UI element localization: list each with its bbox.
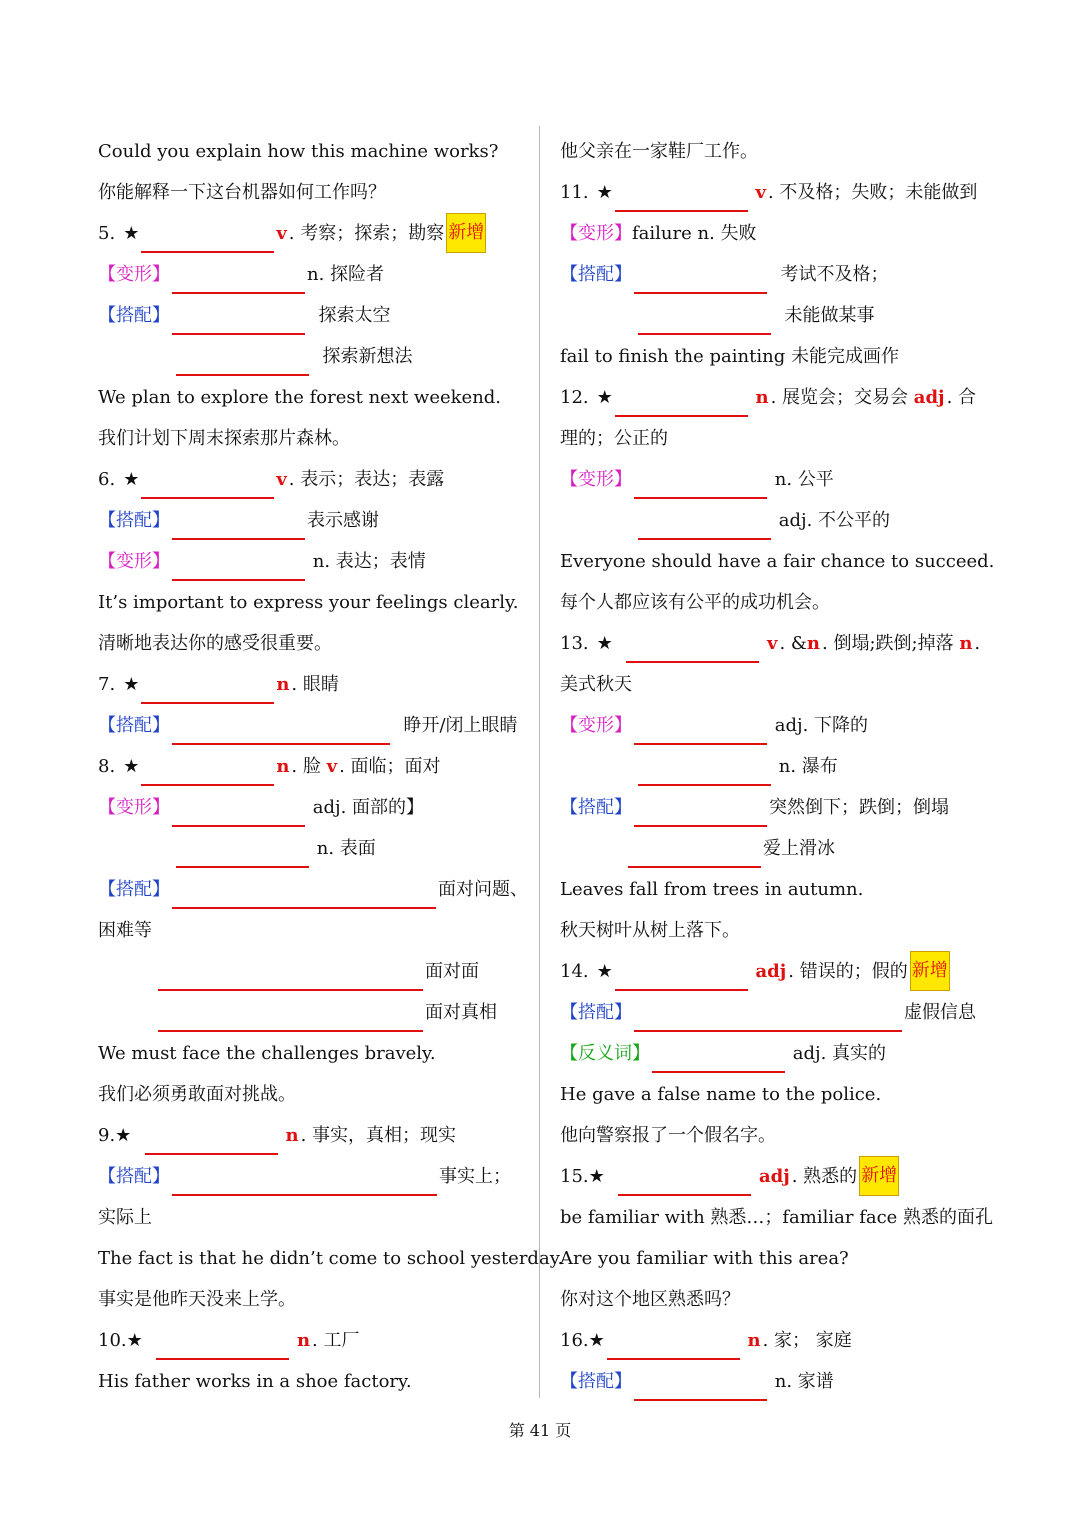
collocation-tag: 【搭配】 bbox=[98, 1166, 170, 1187]
item-11-collocation-2 bbox=[560, 294, 1000, 335]
example-en bbox=[560, 1237, 1000, 1278]
part-of-speech: v bbox=[276, 223, 287, 244]
answer-blank[interactable] bbox=[141, 471, 274, 499]
answer-blank[interactable] bbox=[628, 840, 761, 868]
item-7 bbox=[98, 663, 528, 704]
definition: . 面临；面对 bbox=[339, 756, 441, 777]
item-number: 11. bbox=[560, 182, 589, 203]
item-8-collocation-1 bbox=[98, 868, 528, 909]
collocation-tag: 【搭配】 bbox=[98, 715, 170, 736]
collocation-text: 面对面 bbox=[425, 961, 479, 982]
text: Are you familiar with this area? bbox=[560, 1248, 849, 1269]
item-number: 12. bbox=[560, 387, 589, 408]
star-icon: ★ bbox=[596, 961, 613, 982]
answer-blank[interactable] bbox=[172, 1168, 437, 1196]
text: It’s important to express your feelings clearly. bbox=[98, 592, 519, 613]
text: 你对这个地区熟悉吗？ bbox=[560, 1289, 740, 1310]
part-of-speech: n bbox=[747, 1330, 761, 1351]
part-of-speech: v bbox=[755, 182, 766, 203]
definition: . 家； 家庭 bbox=[762, 1330, 852, 1351]
collocation-tag: 【搭配】 bbox=[560, 1002, 632, 1023]
example-en bbox=[560, 540, 1000, 581]
item-8-collocation-1-cont bbox=[98, 909, 528, 950]
item-10 bbox=[98, 1319, 528, 1360]
new-badge: 新增 bbox=[910, 951, 950, 991]
item-7-collocation bbox=[98, 704, 528, 745]
definition: . 表示；表达；表露 bbox=[288, 469, 445, 490]
item-number: 15.★ bbox=[560, 1166, 605, 1187]
answer-blank[interactable] bbox=[172, 266, 305, 294]
left-column bbox=[98, 130, 564, 1401]
star-icon: ★ bbox=[596, 182, 613, 203]
collocation-text: 考试不及格； bbox=[780, 264, 889, 285]
answer-blank[interactable] bbox=[172, 512, 305, 540]
collocation-tag: 【搭配】 bbox=[98, 510, 170, 531]
item-13: 13. ★ v . & n . 倒塌;跌倒;掉落 n . bbox=[560, 622, 1000, 663]
item-14-antonym bbox=[560, 1032, 1000, 1073]
item-15 bbox=[560, 1155, 1000, 1196]
text: 你能解释一下这台机器如何工作吗？ bbox=[98, 182, 386, 203]
example-en bbox=[98, 1032, 528, 1073]
text: 我们必须勇敢面对挑战。 bbox=[98, 1084, 296, 1105]
text: 实际上 bbox=[98, 1207, 152, 1228]
answer-blank[interactable] bbox=[634, 266, 767, 294]
item-number: 7. bbox=[98, 674, 116, 695]
part-of-speech: n bbox=[276, 756, 290, 777]
collocation-text: 爱上滑冰 bbox=[763, 838, 835, 859]
collocation-text: 未能做某事 bbox=[784, 305, 875, 326]
collocation-tag: 【搭配】 bbox=[98, 879, 170, 900]
item-16 bbox=[560, 1319, 1000, 1360]
antonym-text: adj. 真实的 bbox=[792, 1043, 887, 1064]
answer-blank[interactable] bbox=[615, 963, 748, 991]
text: be familiar with 熟悉…；familiar face 熟悉的面孔 bbox=[560, 1207, 994, 1228]
example-zh bbox=[560, 1114, 1000, 1155]
answer-blank[interactable] bbox=[176, 840, 309, 868]
item-number: 16.★ bbox=[560, 1330, 605, 1351]
part-of-speech: n bbox=[755, 387, 769, 408]
star-icon: ★ bbox=[123, 674, 140, 695]
answer-blank[interactable] bbox=[618, 1168, 751, 1196]
example-zh bbox=[560, 581, 1000, 622]
collocation-text: 虚假信息 bbox=[904, 1002, 976, 1023]
collocation-text: 事实上； bbox=[439, 1166, 511, 1187]
item-number: 8. bbox=[98, 756, 116, 777]
part-of-speech: n bbox=[806, 633, 820, 654]
variant-text: adj. 下降的 bbox=[774, 715, 869, 736]
collocation-tag: 【搭配】 bbox=[98, 305, 170, 326]
example-en bbox=[98, 1237, 564, 1278]
collocation-text: 探索太空 bbox=[318, 305, 391, 326]
answer-blank[interactable] bbox=[158, 963, 423, 991]
answer-blank[interactable] bbox=[634, 717, 767, 745]
item-15-collocation bbox=[560, 1196, 1000, 1237]
example-en bbox=[560, 335, 1000, 376]
item-9-collocation-cont bbox=[98, 1196, 528, 1237]
text: 理的；公正的 bbox=[560, 428, 668, 449]
item-number: 10.★ bbox=[98, 1330, 143, 1351]
example-en bbox=[98, 376, 528, 417]
definition: . 展览会；交易会 bbox=[770, 387, 909, 408]
collocation-text: 睁开/闭上眼睛 bbox=[403, 715, 518, 736]
item-14-collocation bbox=[560, 991, 1000, 1032]
answer-blank[interactable] bbox=[638, 758, 771, 786]
item-6-variant bbox=[98, 540, 528, 581]
collocation-tag: 【搭配】 bbox=[560, 1371, 632, 1392]
part-of-speech: n bbox=[276, 674, 290, 695]
star-icon: ★ bbox=[123, 223, 140, 244]
definition: . 合 bbox=[946, 387, 977, 408]
answer-blank[interactable] bbox=[615, 389, 748, 417]
answer-blank[interactable] bbox=[172, 881, 436, 909]
item-number: 9.★ bbox=[98, 1125, 132, 1146]
example-zh bbox=[98, 417, 528, 458]
answer-blank[interactable] bbox=[615, 184, 748, 212]
column-divider bbox=[539, 126, 540, 1398]
right-column bbox=[560, 130, 1000, 1401]
variant-tag: 【变形】 bbox=[560, 715, 632, 736]
answer-blank[interactable] bbox=[141, 676, 274, 704]
variant-text: n. 表面 bbox=[316, 838, 376, 859]
item-6-collocation bbox=[98, 499, 528, 540]
answer-blank[interactable] bbox=[607, 1332, 740, 1360]
example-zh bbox=[560, 130, 1000, 171]
item-13-variant-2 bbox=[560, 745, 1000, 786]
answer-blank[interactable] bbox=[626, 635, 759, 663]
collocation-text: 面对真相 bbox=[425, 1002, 497, 1023]
item-12-cont bbox=[560, 417, 1000, 458]
part-of-speech: v bbox=[326, 756, 338, 777]
answer-blank[interactable] bbox=[638, 512, 771, 540]
collocation-text: 表示感谢 bbox=[307, 510, 379, 531]
item-5-collocation-1 bbox=[98, 294, 528, 335]
example-zh bbox=[98, 622, 528, 663]
definition: . 错误的；假的 bbox=[788, 961, 908, 982]
answer-blank[interactable] bbox=[634, 799, 767, 827]
item-13-variant-1 bbox=[560, 704, 1000, 745]
star-icon: ★ bbox=[123, 469, 140, 490]
text: 他父亲在一家鞋厂工作。 bbox=[560, 141, 758, 162]
item-5-variant bbox=[98, 253, 528, 294]
definition: . 工厂 bbox=[312, 1330, 360, 1351]
collocation-text: 探索新想法 bbox=[322, 346, 413, 367]
answer-blank[interactable] bbox=[172, 799, 305, 827]
item-5-collocation-2 bbox=[98, 335, 528, 376]
text: 每个人都应该有公平的成功机会。 bbox=[560, 592, 830, 613]
example-en bbox=[560, 1073, 1000, 1114]
variant-tag: 【变形】 bbox=[560, 223, 632, 244]
item-5 bbox=[98, 212, 528, 253]
text: We must face the challenges bravely. bbox=[98, 1043, 436, 1064]
text: 他向警察报了一个假名字。 bbox=[560, 1125, 776, 1146]
item-11 bbox=[560, 171, 1000, 212]
variant-text: n. 瀑布 bbox=[778, 756, 838, 777]
collocation-tag: 【搭配】 bbox=[560, 264, 632, 285]
text: 事实是他昨天没来上学。 bbox=[98, 1289, 296, 1310]
variant-text: n. 探险者 bbox=[307, 264, 385, 285]
example-zh bbox=[98, 1278, 528, 1319]
text: The fact is that he didn’t come to school yesterday. bbox=[98, 1248, 564, 1269]
answer-blank[interactable] bbox=[141, 758, 274, 786]
new-badge: 新增 bbox=[859, 1156, 899, 1196]
answer-blank[interactable] bbox=[156, 1332, 289, 1360]
variant-text: adj. 不公平的 bbox=[778, 510, 891, 531]
variant-tag: 【变形】 bbox=[98, 551, 170, 572]
text: We plan to explore the forest next weekend. bbox=[98, 387, 502, 408]
text: 困难等 bbox=[98, 920, 152, 941]
answer-blank[interactable] bbox=[145, 1127, 278, 1155]
text: Leaves fall from trees in autumn. bbox=[560, 879, 864, 900]
part-of-speech: n bbox=[296, 1330, 311, 1351]
variant-tag: 【变形】 bbox=[98, 264, 170, 285]
definition: . 眼睛 bbox=[291, 674, 339, 695]
item-6 bbox=[98, 458, 528, 499]
answer-blank[interactable] bbox=[176, 348, 309, 376]
answer-blank[interactable] bbox=[634, 1004, 902, 1032]
example-zh bbox=[560, 909, 1000, 950]
variant-text: failure n. 失败 bbox=[632, 223, 757, 244]
part-of-speech: n bbox=[285, 1125, 299, 1146]
text: fail to finish the painting 未能完成画作 bbox=[560, 346, 899, 367]
item-9-collocation bbox=[98, 1155, 528, 1196]
item-14 bbox=[560, 950, 1000, 991]
text: 清晰地表达你的感受很重要。 bbox=[98, 633, 332, 654]
item-8-variant-2 bbox=[98, 827, 528, 868]
text: Could you explain how this machine works? bbox=[98, 141, 499, 162]
item-8-collocation-2 bbox=[98, 950, 528, 991]
definition: . 倒塌;跌倒;掉落 bbox=[822, 633, 954, 654]
variant-text: n. 公平 bbox=[774, 469, 834, 490]
variant-tag: 【变形】 bbox=[560, 469, 632, 490]
antonym-tag: 【反义词】 bbox=[560, 1043, 650, 1064]
star-icon: ★ bbox=[596, 633, 613, 654]
item-11-collocation-1 bbox=[560, 253, 1000, 294]
example-zh bbox=[560, 1278, 1000, 1319]
collocation-text: 突然倒下；跌倒；倒塌 bbox=[769, 797, 949, 818]
item-12 bbox=[560, 376, 1000, 417]
answer-blank[interactable] bbox=[172, 553, 305, 581]
example-en bbox=[98, 1360, 528, 1401]
star-icon: ★ bbox=[596, 387, 613, 408]
part-of-speech: adj bbox=[758, 1166, 790, 1187]
text: Everyone should have a fair chance to succeed. bbox=[560, 551, 995, 572]
item-16-collocation bbox=[560, 1360, 1000, 1401]
item-number: 6. bbox=[98, 469, 116, 490]
definition: . 不及格；失败；未能做到 bbox=[767, 182, 978, 203]
variant-text: adj. 面部的】 bbox=[312, 797, 425, 818]
definition: . 脸 bbox=[291, 756, 321, 777]
answer-blank[interactable] bbox=[634, 1373, 767, 1401]
item-13-collocation-2 bbox=[560, 827, 1000, 868]
answer-blank[interactable] bbox=[172, 307, 305, 335]
part-of-speech: adj bbox=[913, 387, 945, 408]
star-icon: ★ bbox=[123, 756, 140, 777]
variant-tag: 【变形】 bbox=[98, 797, 170, 818]
definition: . 事实，真相；现实 bbox=[300, 1125, 457, 1146]
example-en bbox=[98, 581, 528, 622]
item-8-collocation-3 bbox=[98, 991, 528, 1032]
new-badge: 新增 bbox=[446, 213, 486, 253]
example-en bbox=[98, 130, 528, 171]
item-8-variant-1 bbox=[98, 786, 528, 827]
answer-blank[interactable] bbox=[634, 471, 767, 499]
collocation-text: n. 家谱 bbox=[774, 1371, 834, 1392]
part-of-speech: v bbox=[766, 633, 778, 654]
answer-blank[interactable] bbox=[638, 307, 771, 335]
definition: . 熟悉的 bbox=[791, 1166, 858, 1187]
item-13-collocation-1 bbox=[560, 786, 1000, 827]
item-8 bbox=[98, 745, 528, 786]
collocation-tag: 【搭配】 bbox=[560, 797, 632, 818]
answer-blank[interactable] bbox=[141, 225, 274, 253]
item-12-variant-2 bbox=[560, 499, 1000, 540]
item-9 bbox=[98, 1114, 528, 1155]
variant-text: n. 表达；表情 bbox=[312, 551, 426, 572]
text: . & bbox=[779, 633, 807, 654]
part-of-speech: adj bbox=[755, 961, 787, 982]
definition: . 考察；探索；勘察 bbox=[288, 223, 445, 244]
example-zh bbox=[98, 171, 528, 212]
item-11-variant bbox=[560, 212, 1000, 253]
collocation-text: 面对问题、 bbox=[438, 879, 528, 900]
example-zh bbox=[98, 1073, 528, 1114]
page-number: 第 41 页 bbox=[508, 1421, 572, 1440]
item-number: 5. bbox=[98, 223, 116, 244]
answer-blank[interactable] bbox=[652, 1045, 785, 1073]
text: 我们计划下周末探索那片森林。 bbox=[98, 428, 350, 449]
example-en bbox=[560, 868, 1000, 909]
text: 秋天树叶从树上落下。 bbox=[560, 920, 740, 941]
text: His father works in a shoe factory. bbox=[98, 1371, 412, 1392]
part-of-speech: v bbox=[276, 469, 287, 490]
part-of-speech: n bbox=[959, 633, 973, 654]
text: He gave a false name to the police. bbox=[560, 1084, 882, 1105]
item-13-cont bbox=[560, 663, 1000, 704]
item-number: 14. bbox=[560, 961, 589, 982]
item-12-variant-1 bbox=[560, 458, 1000, 499]
answer-blank[interactable] bbox=[158, 1004, 423, 1032]
answer-blank[interactable] bbox=[172, 717, 390, 745]
text: 美式秋天 bbox=[560, 674, 632, 695]
item-number: 13. bbox=[560, 633, 589, 654]
